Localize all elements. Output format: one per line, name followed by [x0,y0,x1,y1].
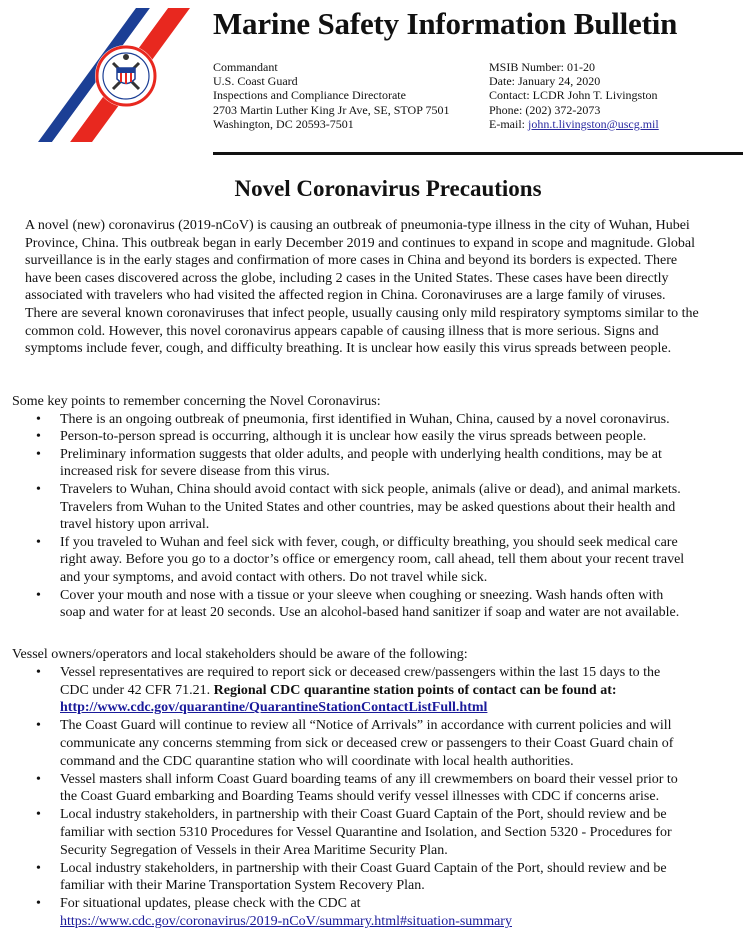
address-line: Commandant [213,60,278,74]
list-item-line: and your symptoms, and avoid contact with others. Do not travel while sick. [60,569,488,585]
coast-guard-logo [30,8,198,142]
intro-line: symptoms include fever, cough, and difficulty breathing. It is unclear how easily this virus spreads between people. [25,341,672,357]
list-item-line: travel history upon arrival. [60,517,210,533]
intro-line: A novel (new) coronavirus (2019-nCoV) is causing an outbreak of pneumonia-type illness in the city of Wuhan, Hubei [25,218,690,233]
coast-guard-emblem-icon [95,45,157,107]
document-title: Novel Coronavirus Precautions [234,176,542,201]
list-item [12,481,743,534]
list-item [12,664,743,717]
list-item-line [60,913,743,931]
bullet-icon: • [36,534,41,550]
list-item [12,806,743,859]
list-item-line: If you traveled to Wuhan and feel sick with fever, cough, or difficulty breathing, you should seek medical care [60,534,678,550]
bullet-icon: • [36,429,41,445]
intro-line: There are several known coronaviruses that infect people, usually causing only mild respiratory symptoms similar to the [25,305,699,321]
list-item-line: Preliminary information suggests that older adults, and people with underlying health conditions, may be at [60,446,662,462]
bullet-icon: • [36,807,41,823]
cfr-reference: CDC under 42 CFR 71.21. [60,682,214,698]
bulletin-meta [489,60,659,131]
list-item-line: Travelers to Wuhan, China should avoid contact with sick people, animals (alive or dead), and animal markets. [60,481,681,497]
vessel-section [12,646,743,931]
bullet-icon: • [36,718,41,734]
address-line: Washington, DC 20593-7501 [213,116,354,131]
msib-number: MSIB Number: 01-20 [489,60,595,74]
quarantine-stations-link[interactable]: http://www.cdc.gov/quarantine/QuarantineStationContactListFull.html [60,700,488,716]
list-item-line: increased risk for severe disease from this virus. [60,464,330,480]
list-item-line: familiar with section 5310 Procedures for Vessel Quarantine and Isolation, and Section 5320 - Procedures for [60,824,672,840]
contact-phone: Phone: (202) 372-2073 [489,102,601,117]
list-item-line: the Coast Guard embarking and Boarding Teams should verify vessel illnesses with CDC if concerns arise. [60,789,660,805]
list-item-line: Person-to-person spread is occurring, although it is unclear how easily the virus spreads between people. [60,429,647,445]
list-item-line: There is an ongoing outbreak of pneumonia, first identified in Wuhan, China, caused by a novel coronavirus. [60,411,670,427]
contact-note: Regional CDC quarantine station points of contact can be found at: [213,682,617,698]
issuer-address [213,60,449,131]
list-item [12,587,743,622]
list-item [12,771,743,807]
list-item [12,411,743,429]
list-item [12,895,743,931]
intro-line: surveillance is in the early stages and confirmation of more cases in China and beyond its borders is expected. There [25,253,678,269]
list-item [12,446,743,481]
contact-email [489,117,659,131]
list-item-line [60,682,743,700]
list-item-line: communicate any concerns stemming from sick or deceased crew or passengers to their Coast Guard chain of [60,735,674,751]
bullet-icon: • [36,664,41,680]
address-line: U.S. Coast Guard [213,74,298,89]
list-item-line: Vessel masters shall inform Coast Guard boarding teams of any ill crewmembers on board their vessel prior to [60,771,678,787]
list-item-line: command and the CDC quarantine station who will coordinate with local health authorities. [60,753,574,769]
list-item-line: soap and water for at least 20 seconds. Use an alcohol-based hand sanitizer if soap and water are not available. [60,605,680,621]
intro-line: Province, China. This outbreak began in early December 2019 and continues to expand in scope and magnitude. Global [25,235,696,251]
bulletin-title: Marine Safety Information Bulletin [213,6,678,41]
list-item-line [60,699,743,717]
list-item [12,717,743,770]
list-item-line: Local industry stakeholders, in partnership with their Coast Guard Captain of the Port, should review and be [60,807,667,823]
list-item-line: Local industry stakeholders, in partnership with their Coast Guard Captain of the Port, should review and be [60,860,667,876]
intro-line: have been cases discovered across the globe, including 2 cases in the United States. These cases have been directly [25,270,669,286]
intro-line: common cold. However, this novel coronavirus appears capable of causing illness that is more serious. Signs and [25,323,659,339]
list-item-line: Cover your mouth and nose with a tissue or your sleeve when coughing or sneezing. Wash hands often with [60,587,664,603]
list-item [12,534,743,587]
list-item [12,428,743,446]
contact-name: Contact: LCDR John T. Livingston [489,88,658,103]
list-item-line: Security Segregation of Vessels in their Area Maritime Security Plan. [60,842,448,858]
address-line: 2703 Martin Luther King Jr Ave, SE, STOP 7501 [213,102,450,117]
intro-line: associated with travelers who had visited the affected region in China. Coronaviruses are a large family of viruses. [25,288,666,304]
bullet-icon: • [36,860,41,876]
vessel-section-heading: Vessel owners/operators and local stakeholders should be aware of the following: [12,647,468,662]
key-points-section [12,393,743,622]
bullet-icon: • [36,587,41,603]
email-label: E-mail: [489,116,528,131]
email-link[interactable]: john.t.livingston@uscg.mil [528,116,659,131]
list-item-line: right away. Before you go to a doctor’s office or emergency room, call ahead, tell them about your recent travel [60,552,685,568]
list-item-line: For situational updates, please check with the CDC at [60,896,361,912]
list-item [12,860,743,896]
list-item-line: The Coast Guard will continue to review all “Notice of Arrivals” in accordance with current policies and will [60,718,672,734]
list-item-line: Vessel representatives are required to report sick or deceased crew/passengers within the last 15 days to the [60,664,661,680]
bullet-icon: • [36,771,41,787]
list-item-line: familiar with their Marine Transportation System Recovery Plan. [60,878,425,894]
bullet-icon: • [36,411,41,427]
bullet-icon: • [36,446,41,462]
list-item-line: Travelers from Wuhan to the United States and other countries, may be asked questions about their health and [60,499,676,515]
intro-paragraph [25,217,743,358]
bulletin-date: Date: January 24, 2020 [489,74,601,89]
header-divider [213,152,743,155]
key-points-heading: Some key points to remember concerning the Novel Coronavirus: [12,394,381,409]
address-line: Inspections and Compliance Directorate [213,88,406,103]
bullet-icon: • [36,896,41,912]
situation-summary-link[interactable]: https://www.cdc.gov/coronavirus/2019-nCoV/summary.html#situation-summary [60,913,512,929]
bullet-icon: • [36,481,41,497]
